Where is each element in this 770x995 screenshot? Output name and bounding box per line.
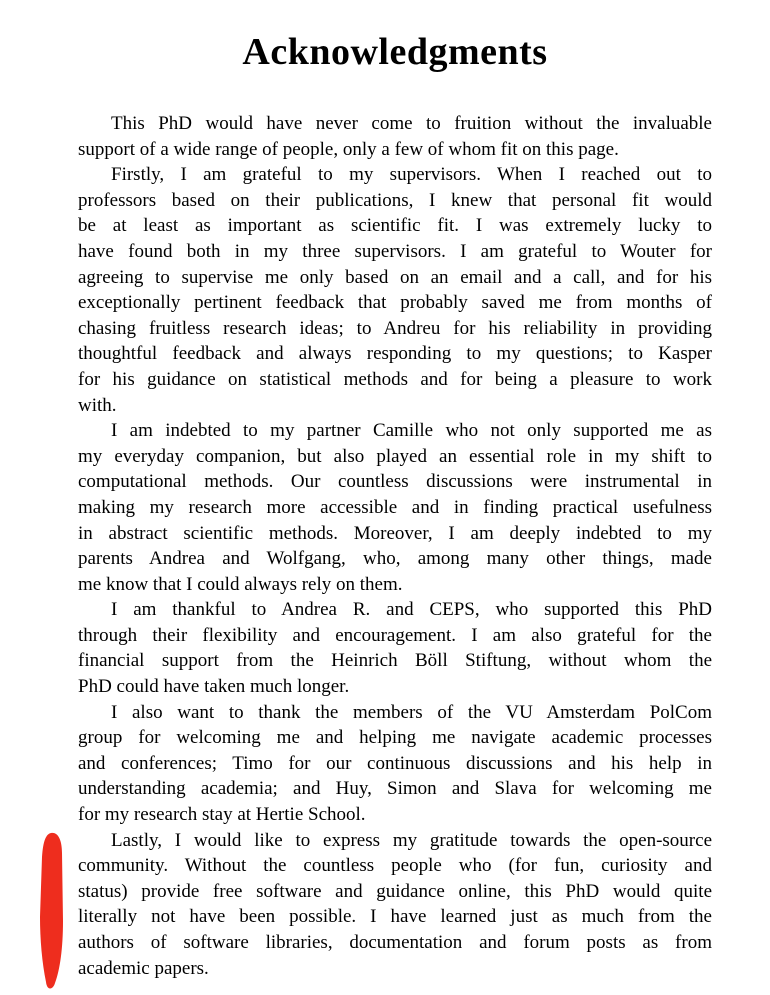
text-line: literally not have been possible. I have learned just as much from the	[78, 906, 712, 928]
red-marker-annotation	[34, 831, 70, 993]
text-line: I also want to thank the members of the VU Amsterdam PolCom	[111, 701, 712, 723]
text-line: making my research more accessible and in finding practical usefulness	[78, 496, 712, 518]
text-line: financial support from the Heinrich Böll Stiftung, without whom the	[78, 650, 712, 672]
text-line: professors based on their publications, I knew that personal fit would	[78, 189, 712, 211]
text-line: Lastly, I would like to express my gratitude towards the open-source	[111, 829, 712, 851]
body-text	[78, 111, 712, 981]
text-line: agreeing to supervise me only based on an email and a call, and for his	[78, 266, 712, 288]
page-title: Acknowledgments	[242, 31, 548, 74]
text-line: authors of software libraries, documentation and forum posts as from	[78, 932, 712, 953]
text-line: with.	[78, 394, 117, 416]
text-line: in abstract scientific methods. Moreover, I am deeply indebted to my	[78, 522, 712, 544]
paragraph	[78, 111, 712, 162]
text-line: I am indebted to my partner Camille who not only supported me as	[111, 420, 712, 442]
text-line: This PhD would have never come to fruition without the invaluable	[111, 113, 712, 134]
text-line: chasing fruitless research ideas; to Andreu for his reliability in providing	[78, 317, 712, 339]
paragraph	[78, 162, 712, 418]
text-line: exceptionally pertinent feedback that probably saved me from months of	[78, 292, 712, 314]
text-line: PhD could have taken much longer.	[78, 676, 350, 698]
text-line: and conferences; Timo for our continuous discussions and his help in	[78, 752, 712, 774]
text-line: group for welcoming me and helping me navigate academic processes	[78, 727, 712, 749]
text-line: be at least as important as scientific fit. I was extremely lucky to	[78, 215, 712, 237]
text-line: me know that I could always rely on them.	[78, 573, 403, 595]
paragraph	[78, 700, 712, 828]
text-line: I am thankful to Andrea R. and CEPS, who supported this PhD	[111, 599, 712, 621]
text-line: thoughtful feedback and always responding to my questions; to Kasper	[78, 343, 712, 365]
text-line: parents Andrea and Wolfgang, who, among many other things, made	[78, 548, 712, 570]
paragraph	[78, 828, 712, 982]
red-marker-stroke	[40, 833, 63, 989]
text-line: through their flexibility and encouragement. I am also grateful for the	[78, 624, 712, 646]
text-line: for his guidance on statistical methods and for being a pleasure to work	[78, 368, 712, 390]
text-line: computational methods. Our countless discussions were instrumental in	[78, 471, 712, 493]
text-line: my everyday companion, but also played an essential role in my shift to	[78, 445, 712, 467]
text-line: academic papers.	[78, 957, 209, 979]
paragraph	[78, 418, 712, 597]
text-line: have found both in my three supervisors. I am grateful to Wouter for	[78, 240, 712, 262]
text-line: community. Without the countless people who (for fun, curiosity and	[78, 855, 712, 877]
text-line: for my research stay at Hertie School.	[78, 804, 366, 826]
text-line: support of a wide range of people, only a few of whom fit on this page.	[78, 138, 619, 160]
text-line: Firstly, I am grateful to my supervisors. When I reached out to	[111, 164, 712, 186]
text-line: understanding academia; and Huy, Simon and Slava for welcoming me	[78, 778, 712, 800]
paragraph	[78, 597, 712, 699]
text-line: status) provide free software and guidance online, this PhD would quite	[78, 880, 712, 902]
